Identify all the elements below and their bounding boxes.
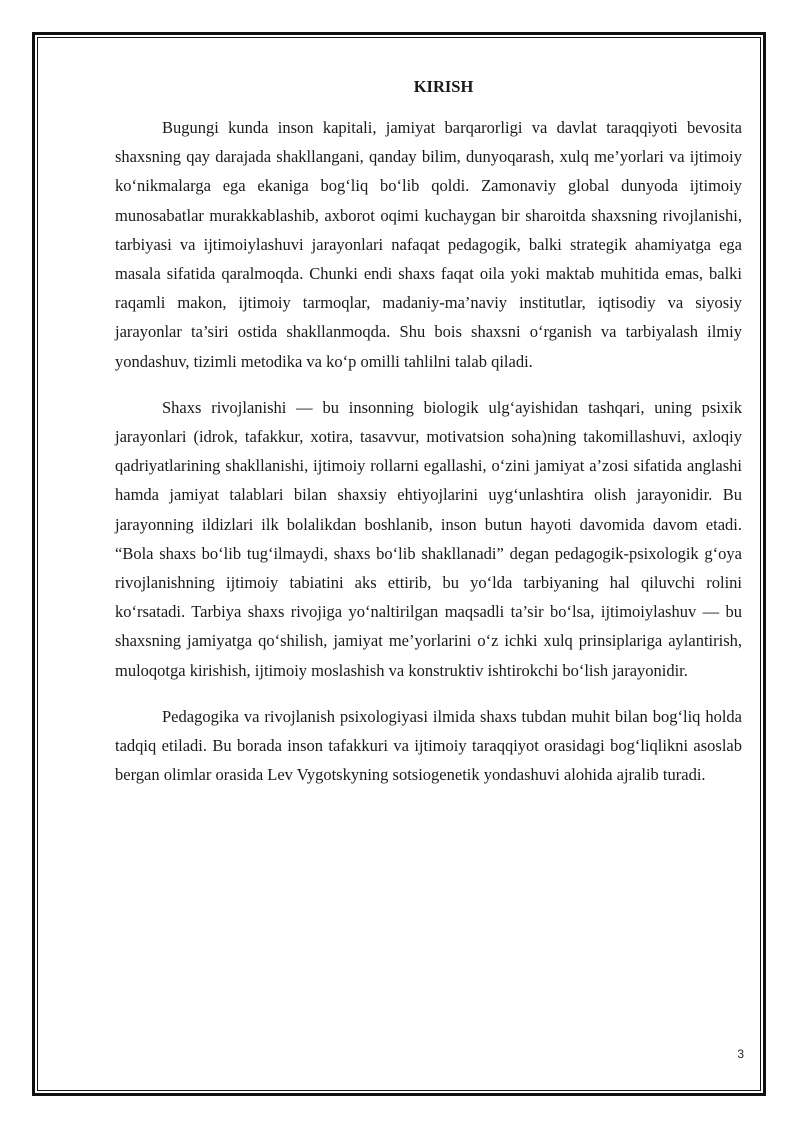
paragraph-2: Shaxs rivojlanishi — bu insonning biologik ulg‘ayishidan tashqari, uning psixik jarayonlari (idrok, tafakkur, xotira, tasavvur, motivatsion soha)ning takomillashuvi, axloqiy qadriyatlarining shakllanishi, ijtimoiy rollarni egallashi, o‘zini jamiyat a’zosi sifatida anglashi hamda jamiyat talablari bilan shaxsiy ehtiyojlarini uyg‘unlashtira olish jarayonidir. Bu jarayonning ildizlari ilk bolalikdan boshlanib, inson butun hayoti davomida davom etadi. “Bola shaxs bo‘lib tug‘ilmaydi, shaxs bo‘lib shakllanadi” degan pedagogik-psixologik g‘oya rivojlanishning ijtimoiy tabiatini aks ettirib, bu yo‘lda tarbiyaning hal qiluvchi rolini ko‘rsatadi. Tarbiya shaxs rivojiga yo‘naltirilgan maqsadli ta’sir bo‘lsa, ijtimoiylashuv — bu shaxsning jamiyatga qo‘shilish, jamiyat me’yorlarini o‘z ichki xulq prinsiplariga aylantirish, muloqotga kirishish, ijtimoiy moslashish va konstruktiv ishtirokchi bo‘lish jarayonidir. bbox=[115, 397, 742, 680]
document-body bbox=[115, 72, 742, 806]
paragraph-3: Pedagogika va rivojlanish psixologiyasi ilmida shaxs tubdan muhit bilan bog‘liq holda tadqiq etiladi. Bu borada inson tafakkuri va ijtimoiy taraqqiyot orasidagi bog‘liqlikni asoslab bergan olimlar orasida Lev Vygotskyning sotsiogenetik yondashuvi alohida ajralib turadi. bbox=[115, 706, 742, 785]
section-heading: KIRISH bbox=[413, 77, 474, 96]
paragraph-1: Bugungi kunda inson kapitali, jamiyat barqarorligi va davlat taraqqiyoti bevosita shaxsning qay darajada shakllangani, qanday bilim, dunyoqarash, xulq me’yorlari va ijtimoiy ko‘nikmalarga ega ekaniga bog‘liq bo‘lib qoldi. Zamonaviy global dunyoda ijtimoiy munosabatlar murakkablashib, axborot oqimi kuchaygan bir sharoitda shaxsning rivojlanishi, tarbiyasi va ijtimoiylashuvi jarayonlari nafaqat pedagogik, balki strategik ahamiyatga ega masala sifatida qaralmoqda. Chunki endi shaxs faqat oila yoki maktab muhitida emas, balki raqamli makon, ijtimoiy tarmoqlar, madaniy-ma’naviy institutlar, iqtisodiy va siyosiy jarayonlar ta’siri ostida shakllanmoqda. Shu bois shaxsni o‘rganish va tarbiyalash ilmiy yondashuv, tizimli metodika va ko‘p omilli tahlilni talab qiladi. bbox=[115, 118, 742, 371]
page-number: 3 bbox=[737, 1047, 744, 1061]
